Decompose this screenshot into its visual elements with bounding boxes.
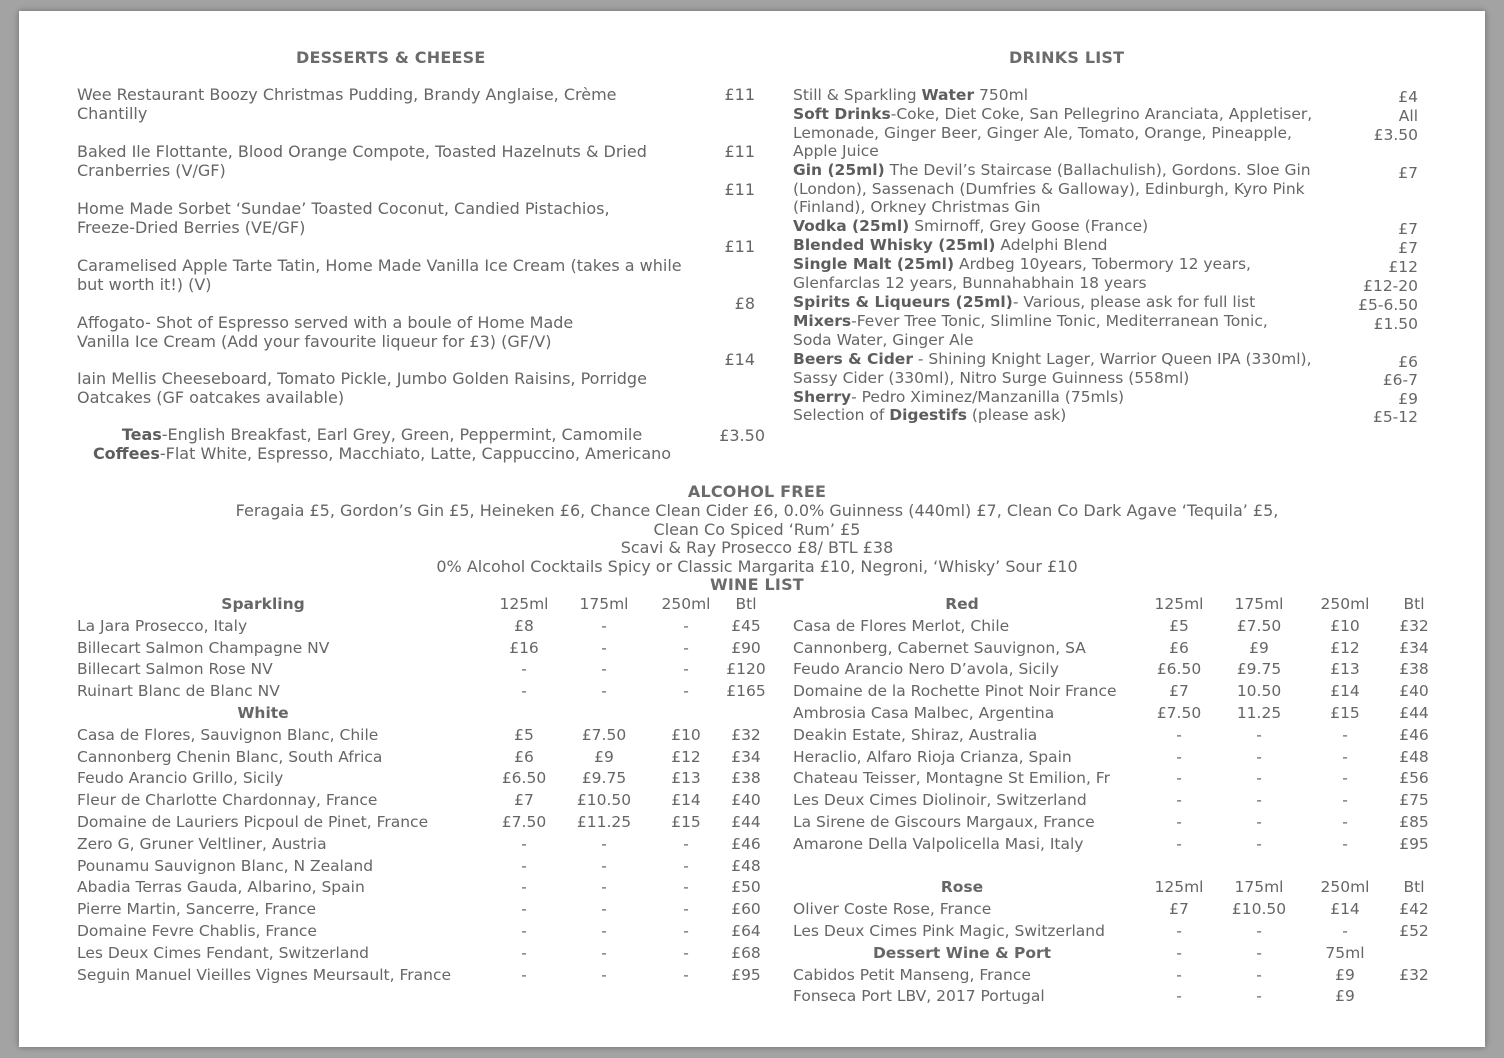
wine-price-cell: - [1176, 922, 1182, 940]
wine-price-cell: £15 [1330, 704, 1360, 722]
wine-price-cell: 11.25 [1236, 704, 1282, 722]
wine-price-cell: 250ml [1320, 595, 1370, 613]
wine-price-cell: £13 [1330, 660, 1360, 679]
wine-price-cell: £38 [731, 769, 761, 788]
wine-price-cell: - [1256, 922, 1262, 940]
wine-price-cell: £6 [1169, 638, 1189, 657]
wine-price-cell: - [521, 834, 527, 853]
wine-price-cell: Btl [1403, 595, 1425, 613]
drinks-beers-1: Beers & Cider - Shining Knight Lager, Warrior Queen IPA (330ml), [793, 350, 1312, 368]
drinks-water: Still & Sparkling Water 750ml [793, 86, 1029, 104]
dessert-item-line-2: but worth it!) (V) [77, 275, 212, 294]
wine-price-cell: - [1342, 834, 1348, 853]
wine-price-cell: £75 [1399, 791, 1429, 810]
wine-price-cell: 75ml [1325, 943, 1365, 962]
drinks-mixers-2: Soda Water, Ginger Ale [793, 330, 974, 349]
wine-price-cell: - [683, 660, 689, 679]
wine-price-cell: - [683, 616, 689, 635]
wine-name: Les Deux Cimes Pink Magic, Switzerland [793, 922, 1105, 940]
wine-price-cell: £5 [514, 725, 534, 744]
wine-price-cell: 175ml [1234, 595, 1284, 613]
wine-price-cell: - [601, 965, 607, 984]
wine-name: Fonseca Port LBV, 2017 Portugal [793, 987, 1045, 1006]
wine-name: Ambrosia Casa Malbec, Argentina [793, 704, 1055, 722]
drinks-mixers-1: Mixers-Fever Tree Tonic, Slimline Tonic, Mediterranean Tonic, [793, 312, 1268, 330]
drinks-soft-3: Apple Juice [793, 142, 879, 160]
wine-price-cell [569, 703, 639, 725]
drinks-sherry: Sherry- Pedro Ximinez/Manzanilla (75mls) [793, 388, 1125, 406]
wine-price-cell: £48 [731, 856, 761, 875]
dessert-item-line-1: Wee Restaurant Boozy Christmas Pudding, Brandy Anglaise, Crème [77, 85, 617, 104]
wine-price-cell [489, 703, 559, 725]
wine-price-cell: £14 [1330, 682, 1360, 701]
wine-price-cell [711, 703, 781, 725]
wine-name: Les Deux Cimes Diolinoir, Switzerland [793, 791, 1087, 810]
wine-price-cell: £56 [1399, 769, 1429, 788]
menu-page [19, 11, 1485, 1047]
wine-price-cell: £68 [731, 943, 761, 962]
wine-price-cell: £12 [671, 747, 701, 766]
teas-line [79, 425, 685, 444]
wine-price-cell: - [601, 834, 607, 853]
wine-name: Abadia Terras Gauda, Albarino, Spain [77, 878, 365, 897]
wine-price-cell: - [683, 922, 689, 940]
drinks-water-price: £4 [1398, 88, 1418, 106]
wine-section-heading: White [237, 704, 289, 722]
wine-price-cell: - [1176, 813, 1182, 831]
wine-price-cell: £9 [1335, 965, 1355, 984]
dessert-item-price: £8 [734, 294, 755, 313]
wine-name: La Sirene de Giscours Margaux, France [793, 813, 1095, 831]
coffees-text: -Flat White, Espresso, Macchiato, Latte, Cappuccino, Americano [159, 444, 672, 463]
wine-price-cell: £95 [731, 965, 761, 984]
wine-price-cell: £44 [731, 813, 761, 831]
wine-name: Amarone Della Valpolicella Masi, Italy [793, 834, 1084, 853]
wine-price-cell: £42 [1399, 900, 1429, 919]
dessert-item-line-2: Freeze-Dried Berries (VE/GF) [77, 218, 306, 237]
wine-price-cell: - [1256, 725, 1262, 744]
drinks-beers-price-2: £6-7 [1382, 371, 1418, 389]
wine-section-heading: Sparkling [221, 595, 305, 613]
wine-price-cell: - [601, 878, 607, 897]
dessert-item-price: £11 [724, 237, 755, 256]
wine-price-cell: - [683, 834, 689, 853]
wine-price-cell: - [1342, 769, 1348, 788]
wine-section-heading: Rose [940, 878, 984, 897]
wine-price-cell: - [1256, 791, 1262, 810]
wine-price-cell: £9 [1335, 987, 1355, 1006]
wine-price-cell: £7.50 [1236, 616, 1282, 635]
wine-price-cell: - [1176, 769, 1182, 788]
wine-price-cell: - [1256, 813, 1262, 831]
wine-price-cell: - [521, 965, 527, 984]
wine-price-cell: £7.50 [581, 725, 627, 744]
wine-name: Billecart Salmon Champagne NV [77, 638, 330, 657]
drinks-soft-1: Soft Drinks-Coke, Diet Coke, San Pellegrino Aranciata, Appletiser, [793, 105, 1313, 123]
wine-name: Pierre Martin, Sancerre, France [77, 900, 317, 919]
alcohol-free-title: ALCOHOL FREE [687, 482, 827, 501]
wine-name: Zero G, Gruner Veltliner, Austria [77, 834, 327, 853]
wine-price-cell: 125ml [1154, 878, 1204, 897]
wine-price-cell: - [1342, 725, 1348, 744]
wine-name: Fleur de Charlotte Chardonnay, France [77, 791, 378, 810]
wine-price-cell: £6.50 [1156, 660, 1202, 679]
wine-list-title: WINE LIST [710, 575, 804, 594]
drinks-vodka: Vodka (25ml) Smirnoff, Grey Goose (France) [793, 217, 1149, 235]
drinks-gin-3: (Finland), Orkney Christmas Gin [793, 198, 1041, 216]
wine-price-cell: £40 [1399, 682, 1429, 701]
wine-price-cell: - [601, 616, 607, 635]
wine-price-cell: - [1176, 965, 1182, 984]
wine-price-cell: - [521, 856, 527, 875]
wine-name: Cannonberg Chenin Blanc, South Africa [77, 747, 383, 766]
drinks-malt-1: Single Malt (25ml) Ardbeg 10years, Tobermory 12 years, [793, 255, 1251, 273]
wine-price-cell: - [1256, 769, 1262, 788]
wine-price-cell: - [1256, 965, 1262, 984]
wine-price-cell: £14 [671, 791, 701, 810]
wine-price-cell: £6.50 [501, 769, 547, 788]
wine-price-cell: 175ml [1234, 878, 1284, 897]
wine-price-cell: £46 [731, 834, 761, 853]
drinks-blended-price: £7 [1398, 239, 1418, 257]
wine-price-cell: £60 [731, 900, 761, 919]
wine-price-cell: £5 [1169, 616, 1189, 635]
wine-price-cell: £9 [594, 747, 614, 766]
wine-price-cell: £32 [1399, 616, 1429, 635]
wine-name: Ruinart Blanc de Blanc NV [77, 682, 280, 701]
wine-price-cell: £85 [1399, 813, 1429, 831]
dessert-item-price: £11 [724, 142, 755, 161]
wine-price-cell: £120 [726, 660, 766, 679]
dessert-item-line-2: Vanilla Ice Cream (Add your favourite liqueur for £3) (GF/V) [77, 332, 552, 351]
drinks-gin-2: (London), Sassenach (Dumfries & Galloway), Edinburgh, Kyro Pink [793, 179, 1305, 198]
wine-price-cell: - [1176, 987, 1182, 1006]
drinks-spirits: Spirits & Liqueurs (25ml)- Various, please ask for full list [793, 293, 1256, 311]
wine-price-cell: - [1342, 922, 1348, 940]
wine-name: Heraclio, Alfaro Rioja Crianza, Spain [793, 747, 1072, 766]
dessert-item-price: £11 [724, 180, 755, 199]
wine-price-cell: £38 [1399, 660, 1429, 679]
wine-name: Domaine Fevre Chablis, France [77, 922, 317, 940]
wine-price-cell: £9.75 [581, 769, 627, 788]
wine-price-cell: - [521, 922, 527, 940]
wine-price-cell: £32 [1399, 965, 1429, 984]
teas-label: Teas [121, 425, 162, 444]
wine-price-cell: - [683, 965, 689, 984]
alcohol-free-line-4: 0% Alcohol Cocktails Spicy or Classic Margarita £10, Negroni, ‘Whisky’ Sour £10 [436, 556, 1078, 576]
wine-price-cell: £7 [1169, 900, 1189, 919]
drinks-digestifs: Selection of Digestifs (please ask) [793, 406, 1067, 424]
wine-price-cell: £90 [731, 638, 761, 657]
wine-name: Les Deux Cimes Fendant, Switzerland [77, 943, 369, 962]
dessert-item-line-1: Affogato- Shot of Espresso served with a boule of Home Made [77, 313, 574, 332]
wine-name: Chateau Teisser, Montagne St Emilion, Fr [793, 769, 1110, 788]
wine-price-cell: - [1176, 725, 1182, 744]
wine-price-cell: £52 [1399, 922, 1429, 940]
wine-price-cell: - [683, 878, 689, 897]
coffees-line [79, 444, 685, 463]
wine-price-cell: £95 [1399, 834, 1429, 853]
wine-price-cell: £48 [1399, 747, 1429, 766]
wine-price-cell: - [1256, 987, 1262, 1006]
wine-price-cell: £16 [509, 638, 539, 657]
alcohol-free-line-2: Clean Co Spiced ‘Rum’ £5 [653, 519, 861, 539]
drinks-beers-price-1: £6 [1398, 353, 1418, 371]
desserts-title: DESSERTS & CHEESE [296, 48, 486, 67]
wine-name: Domaine de la Rochette Pinot Noir France [793, 682, 1117, 701]
wine-name: Oliver Coste Rose, France [793, 900, 992, 919]
wine-price-cell: £34 [1399, 638, 1429, 657]
wine-price-cell: - [1176, 834, 1182, 853]
wine-price-cell: - [1342, 791, 1348, 810]
drinks-soft-2: Lemonade, Ginger Beer, Ginger Ale, Tomato, Orange, Pineapple, [793, 123, 1292, 142]
wine-price-cell: - [521, 660, 527, 679]
wine-price-cell: - [1176, 747, 1182, 766]
wine-price-cell: £13 [671, 769, 701, 788]
wine-price-cell: - [1342, 747, 1348, 766]
wine-name: Cannonberg, Cabernet Sauvignon, SA [793, 638, 1086, 657]
wine-name: Domaine de Lauriers Picpoul de Pinet, France [77, 813, 429, 831]
wine-price-cell: - [1176, 943, 1182, 962]
wine-price-cell: £40 [731, 791, 761, 810]
wine-price-cell: - [521, 943, 527, 962]
teas-text: -English Breakfast, Earl Grey, Green, Peppermint, Camomile [161, 425, 643, 444]
wine-price-cell: £11.25 [576, 813, 632, 831]
wine-price-cell: - [683, 856, 689, 875]
wine-price-cell: - [601, 638, 607, 657]
wine-price-cell [1376, 943, 1452, 965]
dessert-item-price: £14 [724, 350, 755, 369]
wine-price-cell: £7.50 [1156, 704, 1202, 722]
wine-price-cell: 250ml [1320, 878, 1370, 897]
wine-price-cell: £7.50 [501, 813, 547, 831]
drinks-title: DRINKS LIST [1009, 48, 1125, 67]
wine-price-cell: £6 [514, 747, 534, 766]
wine-price-cell [1376, 986, 1452, 1008]
coffees-label: Coffees [92, 444, 160, 463]
wine-price-cell: £7 [514, 791, 534, 810]
alcohol-free-line-1: Feragaia £5, Gordon’s Gin £5, Heineken £6, Chance Clean Cider £6, 0.0% Guinness (440ml) £7, Clean Co Dark Agave ‘Tequila’ £5, [235, 501, 1279, 520]
wine-price-cell: £7 [1169, 682, 1189, 701]
wine-price-cell: £34 [731, 747, 761, 766]
wine-price-cell: - [601, 660, 607, 679]
wine-name: Feudo Arancio Grillo, Sicily [77, 769, 284, 788]
wine-price-cell: - [683, 638, 689, 657]
dessert-item-line-1: Iain Mellis Cheeseboard, Tomato Pickle, Jumbo Golden Raisins, Porridge [77, 369, 647, 388]
wine-price-cell: - [601, 856, 607, 875]
drinks-gin-1: Gin (25ml) The Devil’s Staircase (Ballachulish), Gordons. Sloe Gin [793, 161, 1311, 179]
wine-price-cell: - [683, 682, 689, 701]
wine-price-cell: £9.75 [1236, 660, 1282, 679]
dessert-item-line-2: Chantilly [77, 104, 148, 123]
drinks-malt-price-2: £12-20 [1363, 277, 1418, 295]
wine-price-cell: - [601, 682, 607, 701]
wine-price-cell: Btl [735, 595, 757, 613]
dessert-item-price: £11 [724, 85, 755, 104]
wine-price-cell: - [1256, 834, 1262, 853]
drinks-soft-price-2: £3.50 [1373, 126, 1418, 144]
wine-price-cell: - [521, 878, 527, 897]
wine-price-cell: 250ml [661, 595, 711, 613]
wine-price-cell: £15 [671, 813, 701, 831]
drinks-spirits-price: £5-6.50 [1358, 296, 1418, 314]
wine-name: Billecart Salmon Rose NV [77, 660, 273, 679]
wine-price-cell: - [1256, 747, 1262, 766]
wine-price-cell: - [521, 682, 527, 701]
wine-price-cell: - [683, 943, 689, 962]
wine-section-heading: Red [945, 595, 979, 613]
wine-price-cell: £44 [1399, 704, 1429, 722]
wine-price-cell: 175ml [579, 595, 629, 613]
wine-price-cell: £64 [731, 922, 761, 940]
wine-name: Casa de Flores, Sauvignon Blanc, Chile [77, 725, 379, 744]
wine-price-cell: - [1176, 791, 1182, 810]
wine-name: Deakin Estate, Shiraz, Australia [793, 725, 1038, 744]
wine-price-cell: £165 [726, 682, 766, 701]
drinks-soft-price-1: All [1398, 107, 1418, 125]
dessert-item-line-1: Home Made Sorbet ‘Sundae’ Toasted Coconut, Candied Pistachios, [77, 199, 610, 218]
wine-price-cell: £10.50 [576, 791, 632, 810]
wine-name: La Jara Prosecco, Italy [77, 616, 248, 635]
wine-price-cell: £8 [514, 616, 534, 635]
wine-price-cell: 125ml [499, 595, 549, 613]
drinks-blended: Blended Whisky (25ml) Adelphi Blend [793, 236, 1108, 254]
drinks-sherry-price: £9 [1398, 390, 1418, 408]
wine-price-cell: - [521, 900, 527, 919]
drinks-vodka-price: £7 [1398, 220, 1418, 238]
wine-name: Feudo Arancio Nero D’avola, Sicily [793, 660, 1059, 679]
wine-name: Casa de Flores Merlot, Chile [793, 616, 1010, 635]
wine-price-cell: 10.50 [1236, 682, 1282, 701]
alcohol-free-line-3: Scavi & Ray Prosecco £8/ BTL £38 [620, 538, 894, 557]
wine-price-cell: - [1256, 943, 1262, 962]
teas-price: £3.50 [719, 426, 765, 445]
wine-section-heading: Dessert Wine & Port [872, 943, 1052, 962]
dessert-item-line-2: Cranberries (V/GF) [77, 161, 226, 180]
wine-price-cell: - [1342, 813, 1348, 831]
wine-price-cell: £10.50 [1231, 900, 1287, 919]
wine-price-cell: - [683, 900, 689, 919]
drinks-digestifs-price: £5-12 [1372, 408, 1418, 426]
wine-name: Cabidos Petit Manseng, France [793, 965, 1031, 984]
wine-price-cell: Btl [1403, 878, 1425, 897]
drinks-mixers-price: £1.50 [1373, 315, 1418, 333]
wine-price-cell: £50 [731, 878, 761, 897]
wine-price-cell: £10 [671, 725, 701, 744]
drinks-malt-2: Glenfarclas 12 years, Bunnahabhain 18 years [793, 273, 1147, 292]
dessert-item-line-1: Baked Ile Flottante, Blood Orange Compote, Toasted Hazelnuts & Dried [77, 142, 647, 161]
wine-price-cell: £12 [1330, 638, 1360, 657]
dessert-item-line-1: Caramelised Apple Tarte Tatin, Home Made Vanilla Ice Cream (takes a while [77, 256, 682, 275]
wine-price-cell: £14 [1330, 900, 1360, 919]
dessert-item-line-2: Oatcakes (GF oatcakes available) [77, 388, 345, 407]
wine-name: Seguin Manuel Vieilles Vignes Meursault, France [77, 965, 451, 984]
wine-name: Pounamu Sauvignon Blanc, N Zealand [77, 856, 374, 875]
wine-price-cell: £10 [1330, 616, 1360, 635]
drinks-gin-price: £7 [1398, 164, 1418, 182]
wine-price-cell: - [601, 922, 607, 940]
wine-price-cell: £46 [1399, 725, 1429, 744]
wine-price-cell: - [601, 943, 607, 962]
wine-price-cell: 125ml [1154, 595, 1204, 613]
wine-price-cell: £9 [1249, 638, 1269, 657]
wine-price-cell: £45 [731, 616, 761, 635]
wine-price-cell: - [601, 900, 607, 919]
drinks-beers-2: Sassy Cider (330ml), Nitro Surge Guinness (558ml) [793, 368, 1190, 387]
drinks-malt-price-1: £12 [1388, 258, 1418, 276]
wine-price-cell: £32 [731, 725, 761, 744]
